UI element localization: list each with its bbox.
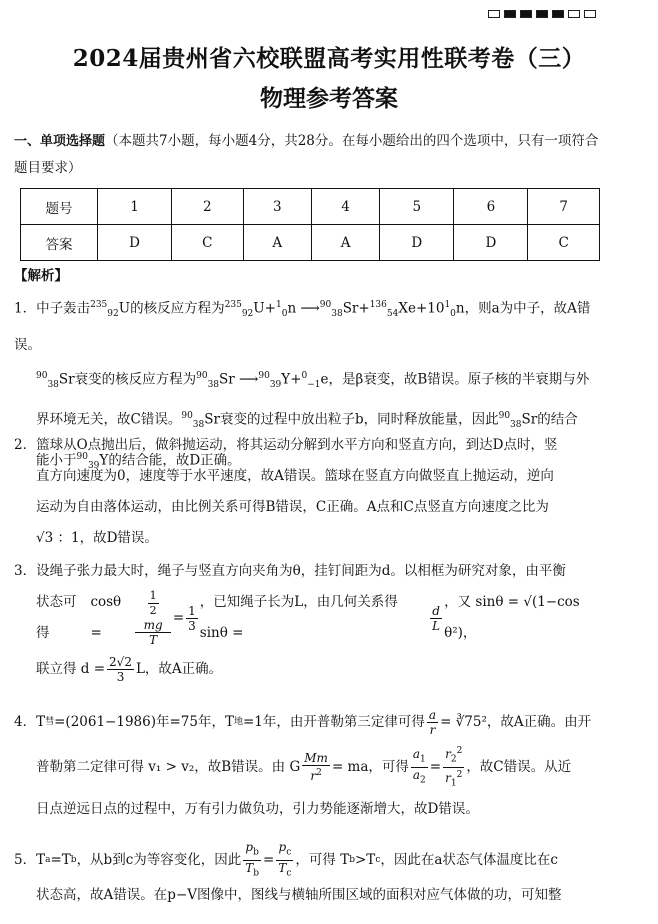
answer-table — [20, 188, 600, 261]
q-answer: C — [528, 225, 600, 261]
answer-table-answer-row — [21, 225, 600, 261]
section-1-intro — [14, 128, 600, 182]
q-number: 3 — [243, 189, 311, 225]
marker-box-2 — [504, 10, 516, 18]
section-1-heading: 一、单项选择题 — [14, 134, 106, 149]
q-number: 1 — [98, 189, 172, 225]
q3-line-2: 状态可得 cosθ = $\frac{1}{2}$ mg T = $\frac{1}{3}$ ，已知绳子长为L，由几何关系得 sinθ = $\frac{d}{L}$ ，又 sinθ = √(1−cos θ²)， — [36, 589, 580, 647]
q5-line-2: 状态高，故A错误。在p−V图像中，图线与横轴所围区域的面积对应气体做的功，可知整 — [36, 887, 562, 903]
q1-line-4: 能小于$^{90}_{39}$Y的结合能，故D正确。 — [36, 451, 241, 471]
q1-line-3: 界环境无关，故C错误。$^{90}_{38}$Sr衰变的过程中放出粒子b，同时释放能量，因此$^{90}_{38}$Sr的结合 — [36, 411, 578, 431]
q2-line-1: 2．篮球从O点抛出后，做斜抛运动，将其运动分解到水平方向和竖直方向，到达D点时，竖 — [14, 437, 558, 453]
answer-table-number-row — [21, 189, 600, 225]
q-answer: D — [98, 225, 172, 261]
marker-box-3 — [520, 10, 532, 18]
analysis-q3 — [14, 556, 604, 689]
q5-line-1: 5．T a =T b ，从b到c为等容变化，因此 $\frac{p_b}{T_b}$ = $\frac{p_c}{T_c}$ ，可得 T b >T c ，因此在a状态气体温度比在c — [14, 840, 558, 878]
row-label-number: 题号 — [21, 189, 98, 225]
marker-box-1 — [488, 10, 500, 18]
marker-box-5 — [552, 10, 564, 18]
q2-line-3: 运动为自由落体运动，由比例关系可得B错误，C正确。A点和C点竖直方向速度之比为 — [36, 499, 549, 515]
row-label-answer: 答案 — [21, 225, 98, 261]
analysis-q5 — [14, 840, 604, 911]
q2-line-2: 直方向速度为0，速度等于水平速度，故A错误。篮球在竖直方向做竖直上抛运动，逆向 — [36, 468, 554, 484]
q-answer: A — [311, 225, 379, 261]
q-number: 6 — [454, 189, 528, 225]
q-number: 2 — [172, 189, 244, 225]
q-answer: D — [454, 225, 528, 261]
marker-box-7 — [584, 10, 596, 18]
q1-line-1: 1．中子轰击$^{235}_{92}$U的核反应方程为$^{235}_{92}$U+$^1_0$n $⟶^{90}_{38}Sr+^{136}_{54}Xe+10^1_0n$，则a为中子，故A错误。 — [14, 300, 591, 354]
q3-cos-fraction: $\frac{1}{2}$ mg T — [135, 589, 170, 647]
q3-line-3: 联立得 d = $\frac{2√2}{3}$ L，故A正确。 — [36, 654, 223, 684]
q1-line-2: $^{90}_{38}$Sr衰变的核反应方程为$^{90}_{38}$Sr ⟶$^{90}_{39}$Y+$^0_{-1}$e，是β衰变，故B错误。原子核的半衰期与外 — [36, 371, 590, 391]
q4-line-2: 普勒第二定律可得 v₁ > v₂，故B错误。由 G $\frac{Mm}{r^2}$ = ma，可得 $\frac{a_1}{a_2}$ = $\frac{r_2^2}{r_1^2}$ ，故C错误。从近 — [36, 746, 572, 788]
page-marker-boxes — [488, 10, 596, 18]
q-answer: C — [172, 225, 244, 261]
q-answer: A — [243, 225, 311, 261]
q4-line-3: 日点逆远日点的过程中，万有引力做负功，引力势能逐渐增大，故D错误。 — [36, 801, 479, 817]
document-title: 2024届贵州省六校联盟高考实用性联考卷（三） — [72, 45, 586, 72]
q-number: 5 — [380, 189, 454, 225]
q4-line-1: 4．T 彗 =(2061−1986)年=75年，T 地 =1年，由开普勒第三定律可得 $\frac{a}{r}$ = ∛75²，故A正确。由开 — [14, 707, 592, 737]
section-1-desc: （本题共7小题，每小题4分，共28分。在每小题给出的四个选项中，只有一项符合题目要求） — [14, 133, 599, 176]
analysis-q4 — [14, 704, 604, 825]
q3-line-1: 3．设绳子张力最大时，绳子与竖直方向夹角为θ，挂钉间距为d。以相框为研究对象，由平衡 — [14, 563, 566, 579]
marker-box-4 — [536, 10, 548, 18]
q-answer: D — [380, 225, 454, 261]
analysis-label: 【解析】 — [14, 268, 68, 284]
q-number: 7 — [528, 189, 600, 225]
marker-box-6 — [568, 10, 580, 18]
analysis-q2 — [14, 430, 604, 554]
document-subtitle: 物理参考答案 — [260, 85, 398, 112]
q-number: 4 — [311, 189, 379, 225]
q2-line-4: √3 ：1，故D错误。 — [36, 530, 158, 546]
